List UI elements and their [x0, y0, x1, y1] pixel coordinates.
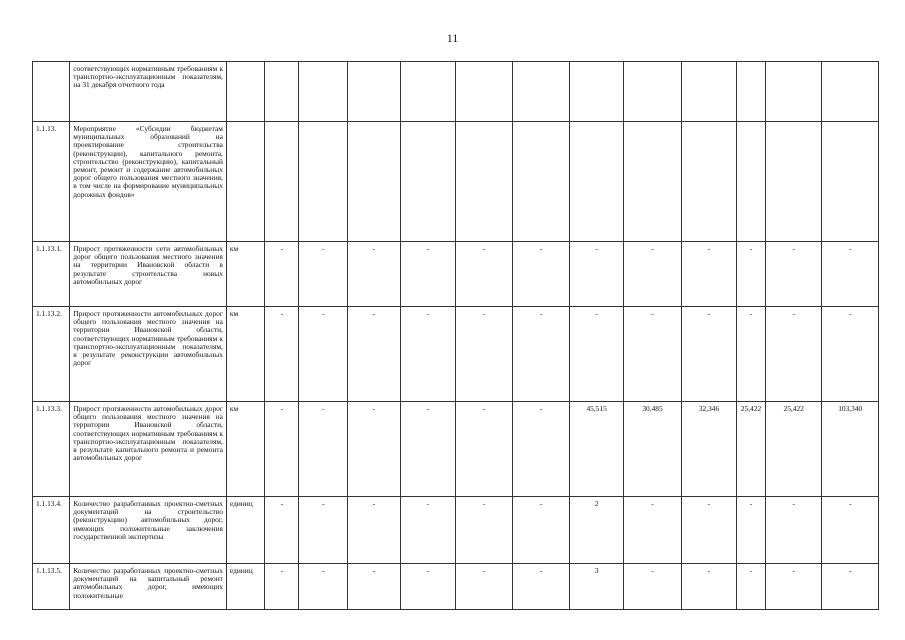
value-cell: 103,340 [822, 402, 879, 497]
unit-cell [226, 62, 264, 122]
value-cell: - [400, 402, 455, 497]
value-cell: - [400, 497, 455, 564]
value-cell: - [265, 242, 299, 307]
indicators-table [32, 61, 879, 610]
value-cell [569, 122, 623, 242]
value-cell [513, 62, 569, 122]
value-cell: - [348, 307, 400, 402]
value-cell: - [299, 307, 348, 402]
value-cell: 25,422 [737, 402, 766, 497]
value-cell: 30,485 [624, 402, 682, 497]
value-cell: - [737, 497, 766, 564]
value-cell: - [737, 564, 766, 610]
value-cell: - [299, 402, 348, 497]
unit-cell: км [226, 242, 264, 307]
value-cell: - [455, 564, 513, 610]
row-number-cell: 1.1.13.5. [33, 564, 70, 610]
value-cell [299, 62, 348, 122]
value-cell: - [569, 242, 623, 307]
value-cell: - [455, 497, 513, 564]
value-cell [624, 122, 682, 242]
table-row [33, 242, 879, 307]
value-cell: - [624, 497, 682, 564]
value-cell: - [265, 497, 299, 564]
value-cell: 45,515 [569, 402, 623, 497]
value-cell [737, 62, 766, 122]
value-cell [569, 62, 623, 122]
row-number-cell [33, 62, 70, 122]
unit-cell: км [226, 402, 264, 497]
value-cell: - [513, 402, 569, 497]
page-number: 11 [446, 31, 459, 45]
value-cell: - [299, 564, 348, 610]
value-cell [765, 62, 821, 122]
value-cell: - [737, 242, 766, 307]
value-cell [265, 62, 299, 122]
row-number-cell: 1.1.13.3. [33, 402, 70, 497]
unit-cell [226, 122, 264, 242]
value-cell: - [624, 307, 682, 402]
table-row [33, 497, 879, 564]
value-cell: 32,346 [681, 402, 736, 497]
value-cell [822, 62, 879, 122]
value-cell: - [681, 497, 736, 564]
value-cell: - [765, 564, 821, 610]
value-cell [455, 122, 513, 242]
value-cell [265, 122, 299, 242]
indicator-name-cell: Прирост протяженности автомобильных дорог общего пользования местного значения на территории Ивановской области, соответствующих нормативным требованиям к транспортно-эксплуатационным показателям, в результате капитального ремонта и ремонта автомобильных дорог [70, 402, 227, 497]
value-cell: 3 [569, 564, 623, 610]
value-cell [400, 62, 455, 122]
value-cell [822, 122, 879, 242]
row-number-cell: 1.1.13. [33, 122, 70, 242]
value-cell: - [348, 497, 400, 564]
row-number-cell: 1.1.13.1. [33, 242, 70, 307]
indicator-name-cell: Количество разработанных проектно-сметных документаций на капитальный ремонт автомобильных дорог, имеющих положительные [70, 564, 227, 610]
table-row [33, 62, 879, 122]
unit-cell: единиц [226, 564, 264, 610]
value-cell: - [265, 307, 299, 402]
unit-cell: км [226, 307, 264, 402]
value-cell: - [348, 402, 400, 497]
indicator-name-cell: соответствующих нормативным требованиям к транспортно-эксплуатационным показателям, на 31 декабря отчетного года [70, 62, 227, 122]
value-cell: - [822, 564, 879, 610]
value-cell [681, 62, 736, 122]
value-cell: 25,422 [765, 402, 821, 497]
value-cell: - [348, 564, 400, 610]
row-number-cell: 1.1.13.4. [33, 497, 70, 564]
value-cell: - [822, 242, 879, 307]
indicator-name-cell: Количество разработанных проектно-сметных документаций на строительство (реконструкцию) автомобильных дорог, имеющих положительные заключения государственной экспертизы [70, 497, 227, 564]
table-row [33, 564, 879, 610]
value-cell [765, 122, 821, 242]
value-cell: - [513, 242, 569, 307]
value-cell [624, 62, 682, 122]
value-cell: - [455, 307, 513, 402]
value-cell: - [455, 242, 513, 307]
indicator-name-cell: Прирост протяженности сети автомобильных дорог общего пользования местного значения на территории Ивановской области в результате строительства новых автомобильных дорог [70, 242, 227, 307]
indicator-name-cell: Прирост протяженности автомобильных дорог общего пользования местного значения на территории Ивановской области, соответствующих нормативным требованиям к транспортно-эксплуатационным показателям, в результате реконструкции автомобильных дорог [70, 307, 227, 402]
value-cell: - [681, 307, 736, 402]
value-cell: - [822, 307, 879, 402]
value-cell: - [299, 242, 348, 307]
value-cell: - [681, 564, 736, 610]
value-cell: - [513, 307, 569, 402]
value-cell: - [765, 307, 821, 402]
value-cell: - [569, 307, 623, 402]
value-cell: - [681, 242, 736, 307]
value-cell: - [455, 402, 513, 497]
unit-cell: единиц [226, 497, 264, 564]
value-cell: - [624, 564, 682, 610]
table-row [33, 402, 879, 497]
value-cell [681, 122, 736, 242]
value-cell [348, 62, 400, 122]
table-row [33, 122, 879, 242]
value-cell [299, 122, 348, 242]
value-cell: - [765, 497, 821, 564]
value-cell: - [822, 497, 879, 564]
value-cell: - [265, 564, 299, 610]
value-cell: - [513, 564, 569, 610]
value-cell [513, 122, 569, 242]
value-cell [400, 122, 455, 242]
row-number-cell: 1.1.13.2. [33, 307, 70, 402]
value-cell: - [737, 307, 766, 402]
table-row [33, 307, 879, 402]
value-cell: - [624, 242, 682, 307]
value-cell: - [265, 402, 299, 497]
value-cell: - [348, 242, 400, 307]
value-cell: - [299, 497, 348, 564]
indicator-name-cell: Мероприятие «Субсидии бюджетам муниципальных образований на проектирование строительства (реконструкции), капитального ремонта, строительство (реконструкцию), капитальный ремонт, ремонт и содержание автомобильных дорог общего пользования местного значения, в том числе на формирование муниципальных дорожных фондов» [70, 122, 227, 242]
value-cell: - [513, 497, 569, 564]
value-cell: 2 [569, 497, 623, 564]
value-cell: - [765, 242, 821, 307]
value-cell: - [400, 242, 455, 307]
value-cell [737, 122, 766, 242]
value-cell [348, 122, 400, 242]
value-cell: - [400, 307, 455, 402]
value-cell: - [400, 564, 455, 610]
value-cell [455, 62, 513, 122]
